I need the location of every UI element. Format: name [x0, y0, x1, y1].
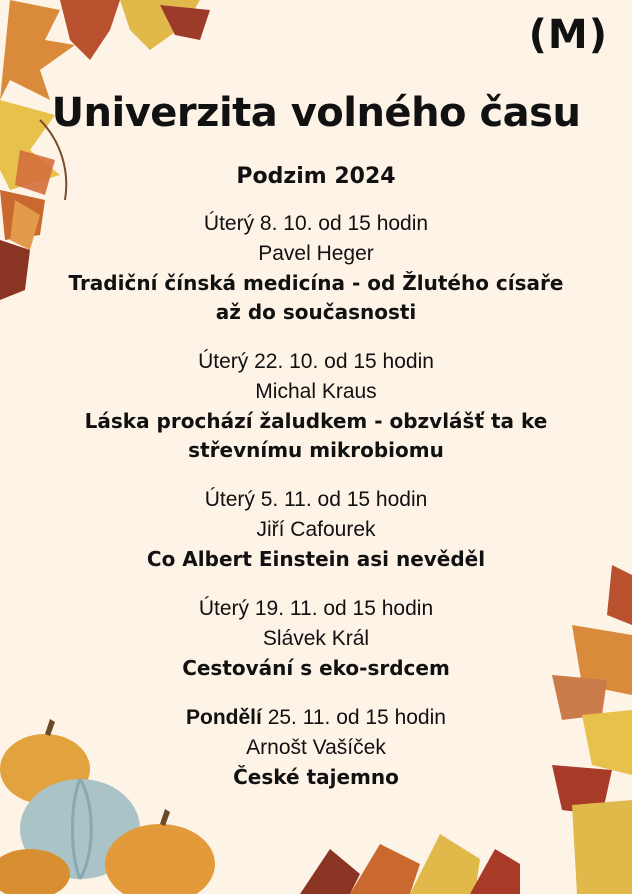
event-item — [40, 209, 592, 327]
event-item — [40, 485, 592, 574]
event-date: Úterý 5. 11. od 15 hodin — [204, 488, 428, 511]
event-item — [40, 703, 592, 792]
event-speaker: Pavel Heger — [258, 242, 374, 265]
page-title: Univerzita volného času — [51, 90, 581, 136]
event-topic: Cestování s eko-srdcem — [182, 656, 450, 680]
event-topic: Tradiční čínská medicína - od Žlutého císaře — [68, 271, 564, 295]
event-topic-continued: střevnímu mikrobiomu — [188, 438, 444, 462]
event-date: Úterý 19. 11. od 15 hodin — [198, 597, 434, 620]
event-speaker: Arnošt Vašíček — [246, 736, 386, 759]
event-date: Pondělí 25. 11. od 15 hodin — [186, 706, 446, 729]
event-topic: Co Albert Einstein asi nevěděl — [146, 547, 486, 571]
event-topic: Láska prochází žaludkem - obzvlášť ta ke — [84, 409, 548, 433]
logo-badge: (M) — [528, 12, 608, 58]
event-speaker: Michal Kraus — [255, 380, 377, 403]
event-item — [40, 594, 592, 683]
poster-content — [40, 0, 592, 812]
event-list — [40, 209, 592, 792]
season-subtitle: Podzim 2024 — [236, 164, 396, 189]
event-speaker: Slávek Král — [262, 627, 370, 650]
event-topic-continued: až do současnosti — [215, 300, 417, 324]
event-topic: České tajemno — [233, 765, 399, 789]
autumn-leaves-bottom-illustration — [290, 804, 520, 894]
event-item — [40, 347, 592, 465]
event-speaker: Jiří Cafourek — [256, 518, 376, 541]
event-date: Úterý 8. 10. od 15 hodin — [203, 212, 429, 235]
event-date: Úterý 22. 10. od 15 hodin — [198, 350, 434, 373]
